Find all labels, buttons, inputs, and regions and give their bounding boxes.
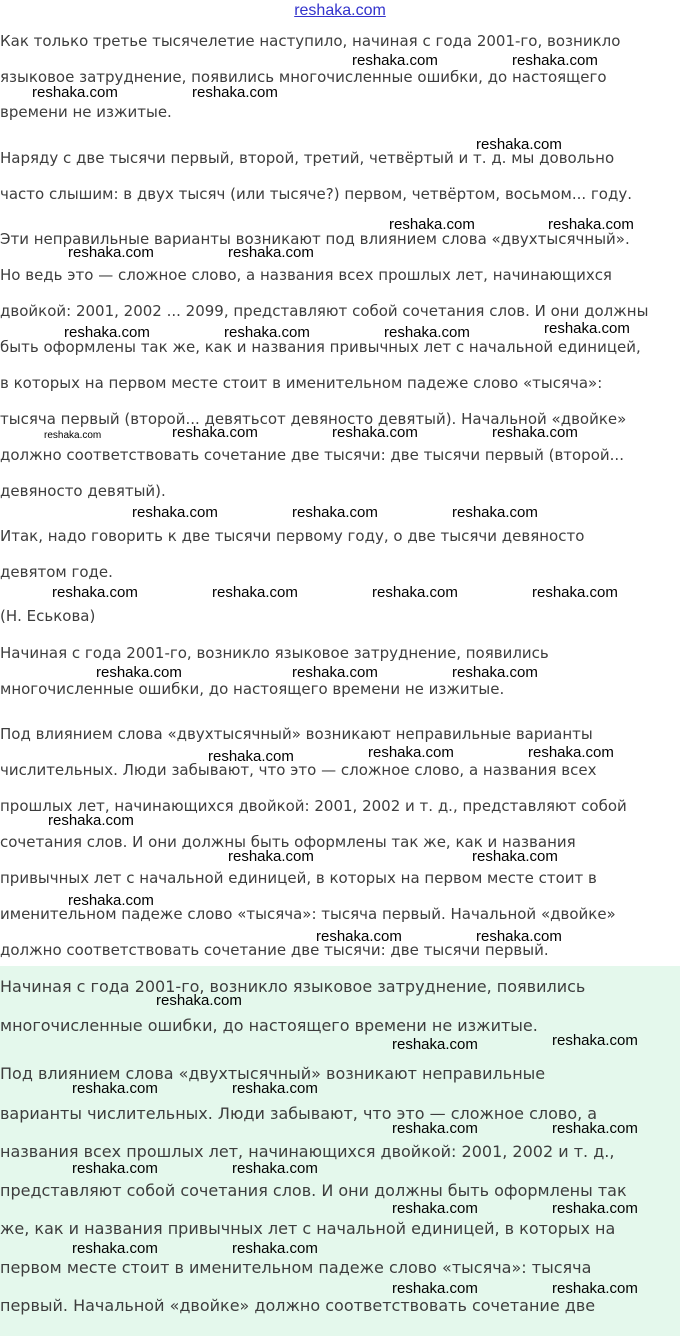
watermark: reshaka.com xyxy=(96,664,182,681)
watermark: reshaka.com xyxy=(52,584,138,601)
watermark: reshaka.com xyxy=(208,748,294,765)
watermark: reshaka.com xyxy=(68,892,154,909)
watermark: reshaka.com xyxy=(552,1032,638,1049)
watermark: reshaka.com xyxy=(512,52,598,69)
text-line: должно соответствовать сочетание две тысячи: две тысячи первый (второй... xyxy=(0,446,624,464)
text-line: часто слышим: в двух тысяч (или тысяче?) первом, четвёртом, восьмом... году. xyxy=(0,185,632,203)
watermark: reshaka.com xyxy=(352,52,438,69)
text-line: быть оформлены так же, как и названия привычных лет с начальной единицей, xyxy=(0,338,641,356)
watermark: reshaka.com xyxy=(72,1160,158,1177)
watermark: reshaka.com xyxy=(392,1280,478,1297)
text-line: (Н. Еськова) xyxy=(0,607,96,625)
text-line: времени не изжитые. xyxy=(0,103,172,121)
watermark: reshaka.com xyxy=(192,84,278,101)
answer-line: Под влиянием слова «двухтысячный» возникают неправильные xyxy=(0,1064,546,1083)
watermark: reshaka.com xyxy=(68,244,154,261)
watermark: reshaka.com xyxy=(212,584,298,601)
text-line: Под влиянием слова «двухтысячный» возникают неправильные варианты xyxy=(0,725,593,743)
watermark: reshaka.com xyxy=(392,1200,478,1217)
answer-line: первом месте стоит в именительном падеже слово «тысяча»: тысяча xyxy=(0,1258,592,1277)
watermark: reshaka.com xyxy=(72,1240,158,1257)
answer-line: же, как и названия привычных лет с начальной единицей, в которых на xyxy=(0,1219,616,1238)
watermark: reshaka.com xyxy=(452,504,538,521)
text-line: Наряду с две тысячи первый, второй, третий, четвёртый и т. д. мы довольно xyxy=(0,149,615,167)
answer-line: многочисленные ошибки, до настоящего времени не изжитые. xyxy=(0,1016,538,1035)
watermark: reshaka.com xyxy=(292,504,378,521)
watermark: reshaka.com xyxy=(292,664,378,681)
watermark: reshaka.com xyxy=(552,1280,638,1297)
text-line: девяносто девятый). xyxy=(0,482,166,500)
answer-line: названия всех прошлых лет, начинающихся двойкой: 2001, 2002 и т. д., xyxy=(0,1142,615,1161)
answer-line: Начиная с года 2001-го, возникло языковое затруднение, появились xyxy=(0,977,586,996)
watermark: reshaka.com xyxy=(389,216,475,233)
watermark: reshaka.com xyxy=(332,424,418,441)
watermark: reshaka.com xyxy=(232,1240,318,1257)
text-line: числительных. Люди забывают, что это — сложное слово, а названия всех xyxy=(0,761,597,779)
watermark: reshaka.com xyxy=(552,1200,638,1217)
watermark: reshaka.com xyxy=(372,584,458,601)
watermark: reshaka.com xyxy=(228,848,314,865)
watermark: reshaka.com xyxy=(64,324,150,341)
watermark: reshaka.com xyxy=(232,1080,318,1097)
text-line: девятом годе. xyxy=(0,563,113,581)
text-line: Итак, надо говорить к две тысячи первому году, о две тысячи девяносто xyxy=(0,527,585,545)
answer-line: представляют собой сочетания слов. И они должны быть оформлены так xyxy=(0,1181,627,1200)
watermark: reshaka.com xyxy=(532,584,618,601)
answer-line: варианты числительных. Люди забывают, что это — сложное слово, а xyxy=(0,1104,598,1123)
watermark: reshaka.com xyxy=(172,424,258,441)
watermark: reshaka.com xyxy=(48,812,134,829)
text-line: прошлых лет, начинающихся двойкой: 2001, 2002 и т. д., представляют собой xyxy=(0,797,627,815)
text-line: Эти неправильные варианты возникают под влиянием слова «двухтысячный». xyxy=(0,230,630,248)
text-line: Начиная с года 2001-го, возникло языковое затруднение, появились xyxy=(0,644,549,662)
watermark: reshaka.com xyxy=(392,1120,478,1137)
watermark: reshaka.com xyxy=(528,744,614,761)
watermark: reshaka.com xyxy=(452,664,538,681)
text-line: именительном падеже слово «тысяча»: тысяча первый. Начальной «двойке» xyxy=(0,905,616,923)
text-line: Но ведь это — сложное слово, а названия всех прошлых лет, начинающихся xyxy=(0,266,612,284)
watermark: reshaka.com xyxy=(384,324,470,341)
watermark: reshaka.com xyxy=(44,430,102,441)
text-line: тысяча первый (второй... девятьсот девяносто девятый). Начальной «двойке» xyxy=(0,410,627,428)
watermark: reshaka.com xyxy=(368,744,454,761)
text-line: сочетания слов. И они должны быть оформлены так же, как и названия xyxy=(0,833,576,851)
watermark: reshaka.com xyxy=(552,1120,638,1137)
text-line: привычных лет с начальной единицей, в которых на первом месте стоит в xyxy=(0,869,597,887)
watermark: reshaka.com xyxy=(472,848,558,865)
watermark: reshaka.com xyxy=(548,216,634,233)
watermark: reshaka.com xyxy=(156,992,242,1009)
watermark: reshaka.com xyxy=(544,320,630,337)
watermark: reshaka.com xyxy=(72,1080,158,1097)
text-line: должно соответствовать сочетание две тысячи: две тысячи первый. xyxy=(0,941,549,959)
watermark: reshaka.com xyxy=(316,928,402,945)
text-line: Как только третье тысячелетие наступило, начиная с года 2001-го, возникло xyxy=(0,32,621,50)
watermark: reshaka.com xyxy=(228,244,314,261)
watermark: reshaka.com xyxy=(476,928,562,945)
watermark: reshaka.com xyxy=(224,324,310,341)
watermark: reshaka.com xyxy=(32,84,118,101)
watermark: reshaka.com xyxy=(492,424,578,441)
watermark: reshaka.com xyxy=(392,1036,478,1053)
text-line: языковое затруднение, появились многочисленные ошибки, до настоящего xyxy=(0,68,607,86)
text-line: в которых на первом месте стоит в именительном падеже слово «тысяча»: xyxy=(0,374,603,392)
text-line: двойкой: 2001, 2002 ... 2099, представляют собой сочетания слов. И они должны xyxy=(0,302,649,320)
watermark: reshaka.com xyxy=(132,504,218,521)
watermark: reshaka.com xyxy=(476,136,562,153)
site-header-link[interactable]: reshaka.com xyxy=(294,2,386,19)
watermark: reshaka.com xyxy=(232,1160,318,1177)
answer-line: первый. Начальной «двойке» должно соответствовать сочетание две xyxy=(0,1296,596,1315)
text-line: многочисленные ошибки, до настоящего времени не изжитые. xyxy=(0,680,505,698)
